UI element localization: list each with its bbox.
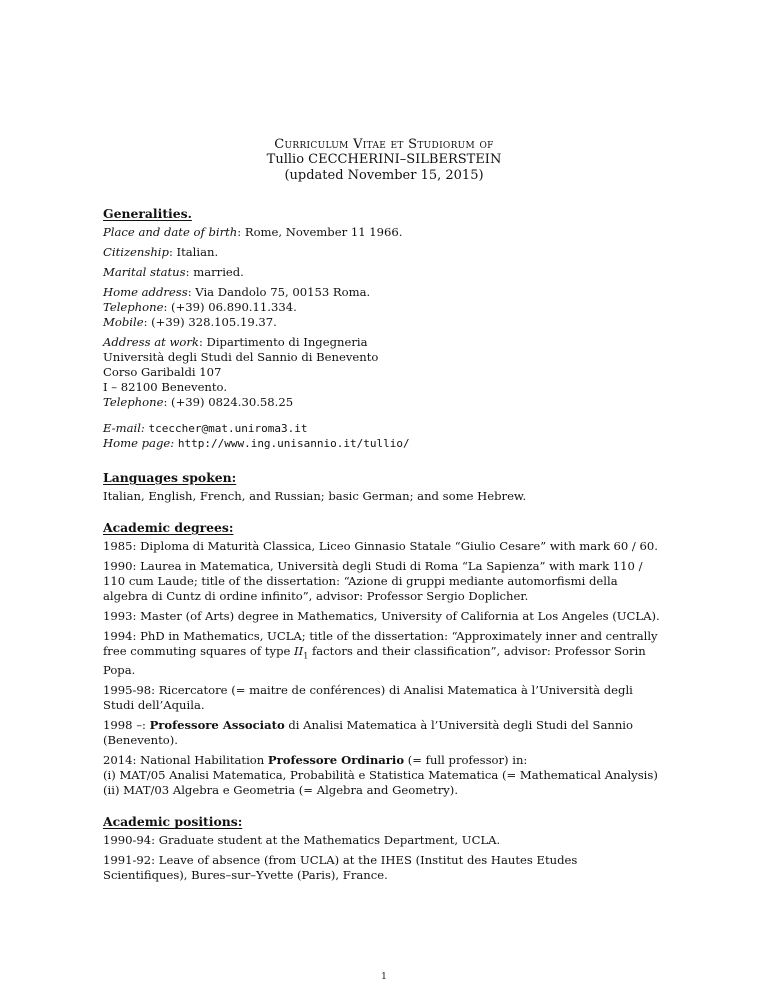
degree-1993: 1993: Master (of Arts) degree in Mathematics, University of California at Los Angeles (UCLA). bbox=[103, 609, 660, 623]
section-heading-degrees: Academic degrees: bbox=[103, 520, 234, 535]
position-1995: 1995-98: Ricercatore (= maitre de conférences) di Analisi Matematica à l’Università degli Studi dell’Aquila. bbox=[103, 683, 633, 713]
marital-line: Marital status: married. bbox=[103, 265, 244, 279]
person-name: Tullio CECCHERINI–SILBERSTEIN bbox=[266, 152, 502, 167]
section-heading-languages: Languages spoken: bbox=[103, 470, 237, 485]
position-1991: 1991-92: Leave of absence (from UCLA) at the IHES (Institut des Hautes Etudes Scientifiques), Bures–sur–Yvette (Paris), France. bbox=[103, 853, 578, 883]
languages-text: Italian, English, French, and Russian; basic German; and some Hebrew. bbox=[103, 489, 527, 503]
degree-1990: 1990: Laurea in Matematica, Università degli Studi di Roma “La Sapienza” with mark 110 / 110 cum Laude; title of the dissertation: “Azione di gruppi mediante automorfismi della algebra di Cuntz di ordine infinito”, advisor: Professor Sergio Doplicher. bbox=[103, 559, 643, 603]
page-number: 1 bbox=[381, 972, 387, 982]
position-1998: 1998 –: Professore Associato di Analisi Matematica à l’Università degli Studi del Sannio (Benevento). bbox=[103, 718, 633, 748]
section-heading-generalities: Generalities. bbox=[103, 206, 192, 221]
citizenship-line: Citizenship: Italian. bbox=[103, 245, 219, 259]
degree-1985: 1985: Diploma di Maturità Classica, Liceo Ginnasio Statale “Giulio Cesare” with mark 60 / 60. bbox=[103, 539, 658, 553]
contact-block: E-mail: tceccher@mat.uniroma3.it Home page: http://www.ing.unisannio.it/tullio/ bbox=[103, 421, 410, 450]
habilitation-2014: 2014: National Habilitation Professore Ordinario (= full professor) in: (i) MAT/05 Analisi Matematica, Probabilità e Statistica Matematica (= Mathematical Analysis) (ii) MAT/03 Algebra e Geometria (= Algebra and Geometry). bbox=[103, 753, 658, 798]
section-heading-positions: Academic positions: bbox=[103, 814, 243, 830]
cv-body bbox=[103, 206, 663, 888]
birth-line: Place and date of birth: Rome, November 11 1966. bbox=[103, 225, 403, 239]
position-1990: 1990-94: Graduate student at the Mathematics Department, UCLA. bbox=[103, 833, 501, 848]
updated-date: (updated November 15, 2015) bbox=[284, 168, 484, 183]
home-address-block: Home address: Via Dandolo 75, 00153 Roma. Telephone: (+39) 06.890.11.334. Mobile: (+39) 328.105.19.37. bbox=[103, 285, 371, 329]
cv-title: Curriculum Vitae et Studiorum of bbox=[274, 137, 494, 152]
work-address-block: Address at work: Dipartimento di Ingegneria Università degli Studi del Sannio di Benevento Corso Garibaldi 107 I – 82100 Benevento. Telephone: (+39) 0824.30.58.25 bbox=[103, 335, 379, 409]
homepage-link[interactable]: http://www.ing.unisannio.it/tullio/ bbox=[177, 437, 410, 450]
email-link[interactable]: tceccher@mat.uniroma3.it bbox=[148, 422, 308, 435]
degree-1994: 1994: PhD in Mathematics, UCLA; title of the dissertation: “Approximately inner and centrally free commuting squares of type $II_1$ factors and their classification”, advisor: Professor Sorin Popa. bbox=[103, 629, 658, 678]
